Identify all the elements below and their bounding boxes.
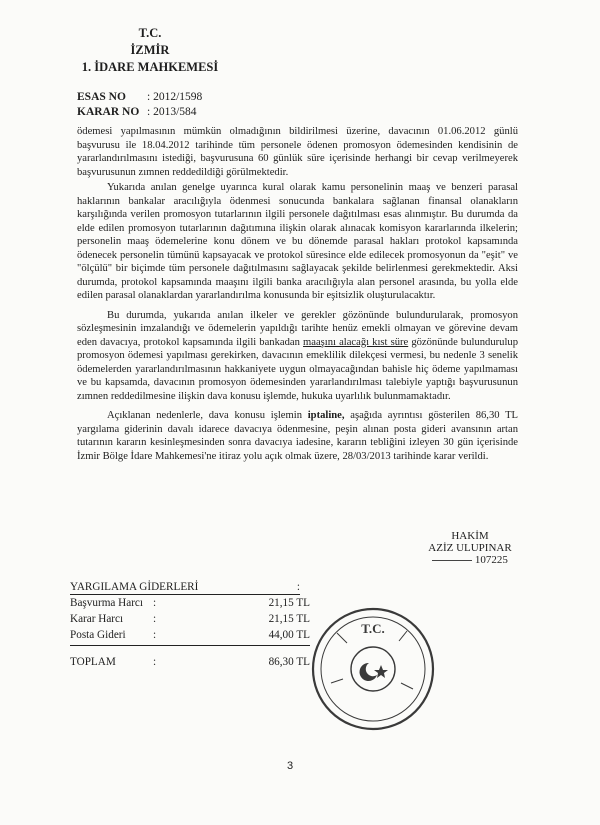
costs-heading-colon: : [296, 581, 300, 593]
cost-total-label: TOPLAM [70, 656, 116, 668]
paragraph-4-bold: iptaline, [307, 410, 345, 421]
page-number: 3 [287, 760, 294, 772]
costs-heading [70, 580, 300, 595]
judge-block [400, 530, 540, 566]
cost-colon: : [153, 613, 157, 625]
signature-stroke [432, 560, 472, 561]
karar-label: KARAR NO [77, 106, 140, 118]
cost-row [70, 597, 310, 613]
judge-name: AZİZ ULUPINAR [428, 542, 512, 554]
costs-heading-text: YARGILAMA GİDERLERİ [70, 581, 199, 593]
cost-value: 21,15 TL [268, 597, 310, 609]
cost-value: 21,15 TL [268, 613, 310, 625]
paragraph-1: ödemesi yapılmasının mümkün olmadığının bildirilmesi üzerine, davacının 01.06.2012 günlü başvurusu ile 18.04.2012 tarihinde tüm personele ödenen promosyon ödemesinden kendisinin de yararlandırılmasını istediği, başvurusuna 60 günlük süre içerisinde herhangi bir cevap verilmeyerek başvurusunun zımnen reddedildiği görülmektedir. [77, 126, 518, 178]
cost-value: 44,00 TL [268, 629, 310, 641]
court-seal-stamp [307, 603, 439, 735]
esas-line [77, 91, 202, 103]
cost-label: Posta Gideri [70, 629, 126, 641]
header-country: T.C. [138, 26, 162, 40]
decision-body [77, 125, 518, 463]
paragraph-3-part-a: Bu durumda, yukarıda anılan ilkeler ve gerekler gözönünde bulundurularak, promosyon sözleşmesinin imzalandığı ve ödemelerin yapıldığı tarihte henüz emekli olmayan ve görevine devam eden davacıya, protokol kapsamında ilgili bankadan [77, 309, 518, 348]
stamp-text: T.C. [361, 621, 385, 636]
paragraph-3-underlined: maaşını alacağı kıst süre [303, 336, 409, 348]
judge-number-line [400, 554, 540, 566]
paragraph-4 [77, 409, 518, 463]
cost-colon: : [153, 597, 157, 609]
paragraph-4-part-c: aşağıda ayrıntısı gösterilen 86,30 TL yargılama giderinin davalı idarece davacıya ödenmesine, peşin alınan posta gideri avansının artan tutarının kararın kesinleşmesinden sonra davacıya iadesine, kararın tebliğini izleyen 30 gün içerisinde İzmir Bölge İdare Mahkemesi'ne itiraz yolu açık olmak üzere, 28/03/2013 tarihinde karar verildi. [77, 410, 519, 462]
judge-title: HAKİM [451, 530, 489, 542]
cost-label: Başvurma Harcı [70, 597, 144, 609]
costs-table [70, 580, 310, 670]
karar-line [77, 106, 197, 118]
cost-total-row [70, 656, 310, 672]
paragraph-3 [77, 309, 518, 404]
cost-row [70, 613, 310, 629]
header-city: İZMİR [130, 43, 170, 57]
cost-row [70, 629, 310, 646]
karar-value: : 2013/584 [147, 106, 197, 118]
paragraph-4-part-a: Açıklanan nedenlerle, dava konusu işlemin [107, 410, 302, 421]
esas-value: : 2012/1598 [147, 91, 203, 103]
cost-total-colon: : [153, 656, 157, 668]
judge-number: 107225 [474, 554, 508, 566]
cost-colon: : [153, 629, 157, 641]
paragraph-2: Yukarıda anılan genelge uyarınca kural olarak kamu personelinin maaş ve benzeri parasal haklarının bankalar aracılığıyla ödenmesi sonucunda bankalara sağlanan finansal olanakların karşılığında verilen promosyon tutarlarının ilgili personele dağıtılması esas alınmıştır. Bu durumda da elde edilen promosyon tutarlarının dağıtımına ilişkin olarak alınacak komisyon kararlarında ilkelerin; personelin maaş ödemelerine konu dönem ve bu dönemde parasal hakları protokol kapsamında ödenecek personelin tümünü kapsayacak ve protokol süresince elde edilecek promosyonun da "eşit" ve "ölçülü" bir biçimde tüm personele dağıtılmasını sağlayacak şekilde belirlenmesi gerekmektedir. Aksi durumda, protokol kapsamında maaşını ilgili banka aracılığıyla alan personel arasında, bu yolla elde edilen parasal olanaklardan yararlandırılma konusunda bir eşitsizlik oluşturulacaktır. [77, 182, 518, 301]
header-court: 1. İDARE MAHKEMESİ [81, 60, 219, 74]
esas-label: ESAS NO [77, 91, 126, 103]
paragraph-3-part-b: gözönünde bulundurulup promosyon ödemesi yapılması gerekirken, davacının emeklilik dilekçesi vermesi, bu nedenle 3 senelik ödemelerden yararlandırılmasının hakkaniyete uygun olmayacağından bahisle hiç ödeme yapılmaması ve bu kapsamda, davacının promosyon ödemesinden yararlandırılması talebiyle yaptığı başvurusunun zımnen reddedilmesine ilişkin dava konusu işlemde, hukuka uyarlılık bulunmamaktadır. [77, 336, 518, 402]
cost-label: Karar Harcı [70, 613, 124, 625]
cost-total-value: 86,30 TL [268, 656, 310, 668]
